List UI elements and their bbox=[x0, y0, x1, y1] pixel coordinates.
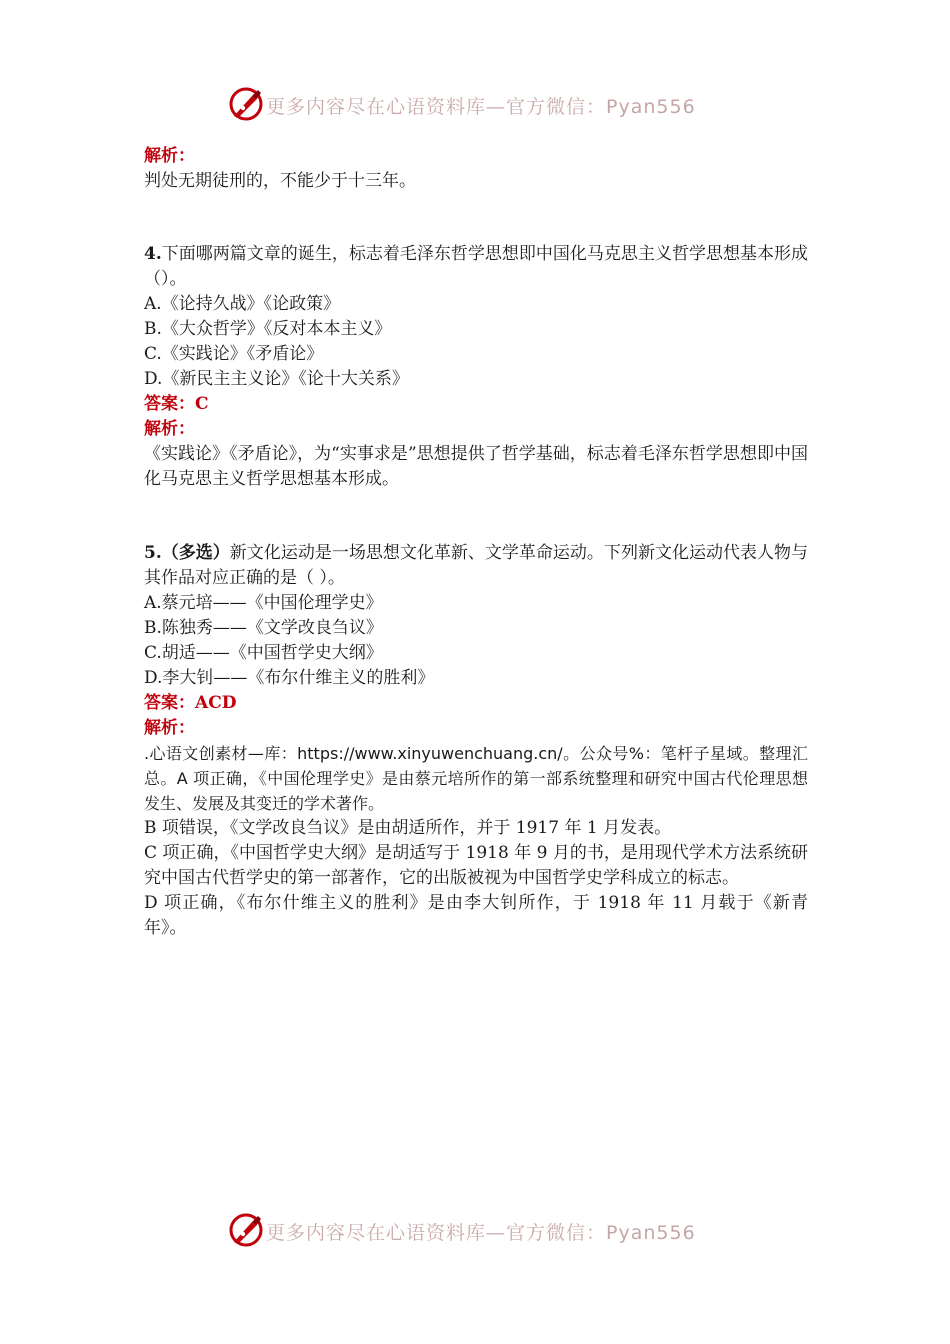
q5-stem: 5.（多选）新文化运动是一场思想文化革新、文学革命运动。下列新文化运动代表人物与其作品对应正确的是（ ）。 bbox=[144, 543, 809, 588]
q5-analysis-d: D 项正确，《布尔什维主义的胜利》是由李大钊所作，于 1918 年 11 月载于《新青年》。 bbox=[144, 893, 808, 938]
q5-option-d: D.李大钊——《布尔什维主义的胜利》 bbox=[144, 668, 435, 688]
banner-text: 更多内容尽在心语资料库—官方微信：Pyan556 bbox=[266, 96, 696, 118]
q5-option-a: A.蔡元培——《中国伦理学史》 bbox=[144, 593, 383, 613]
wechat-id: Pyan556 bbox=[606, 96, 696, 118]
q4-answer: 答案：C bbox=[144, 394, 209, 414]
q5-analysis-b: B 项错误，《文学改良刍议》是由胡适所作，并于 1917 年 1 月发表。 bbox=[144, 818, 672, 838]
q5-analysis-a: .心语文创素材—库：https://www.xinyuwenchuang.cn/。公众号%：笔杆子星域。整理汇总。A 项正确，《中国伦理学史》是由蔡元培所作的第一部系统整理和研究中国古代伦理思想发生、发展及其变迁的学术著作。 bbox=[144, 744, 808, 813]
q5-option-b: B.陈独秀——《文学改良刍议》 bbox=[144, 618, 383, 638]
q5-option-c: C.胡适——《中国哲学史大纲》 bbox=[144, 643, 383, 663]
q4-stem: 4.下面哪两篇文章的诞生，标志着毛泽东哲学思想即中国化马克思主义哲学思想基本形成（）。 bbox=[144, 244, 808, 289]
q4-analysis-label: 解析： bbox=[144, 419, 195, 439]
wechat-id: Pyan556 bbox=[606, 1222, 696, 1244]
document-body bbox=[144, 144, 808, 941]
q4-option-c: C.《实践论》《矛盾论》 bbox=[144, 344, 324, 364]
q3-analysis-label: 解析： bbox=[144, 146, 195, 166]
q5-analysis-c: C 项正确，《中国哲学史大纲》是胡适写于 1918 年 9 月的书，是用现代学术方法系统研究中国古代哲学史的第一部著作，它的出版被视为中国哲学史学科成立的标志。 bbox=[144, 843, 808, 888]
pen-logo-icon bbox=[228, 86, 264, 122]
q3-analysis: 判处无期徒刑的，不能少于十三年。 bbox=[144, 171, 416, 191]
header-banner bbox=[0, 84, 950, 124]
q4-option-a: A.《论持久战》《论政策》 bbox=[144, 294, 341, 314]
q5-analysis-label: 解析： bbox=[144, 718, 195, 738]
q4-option-d: D.《新民主主义论》《论十大关系》 bbox=[144, 369, 409, 389]
pen-logo-icon bbox=[228, 1212, 264, 1248]
banner-text: 更多内容尽在心语资料库—官方微信：Pyan556 bbox=[266, 1222, 696, 1244]
q4-option-b: B.《大众哲学》《反对本本主义》 bbox=[144, 319, 392, 339]
footer-banner bbox=[0, 1210, 950, 1250]
q4-analysis: 《实践论》《矛盾论》，为“实事求是”思想提供了哲学基础，标志着毛泽东哲学思想即中国化马克思主义哲学思想基本形成。 bbox=[144, 444, 808, 489]
q5-answer: 答案：ACD bbox=[144, 693, 237, 713]
